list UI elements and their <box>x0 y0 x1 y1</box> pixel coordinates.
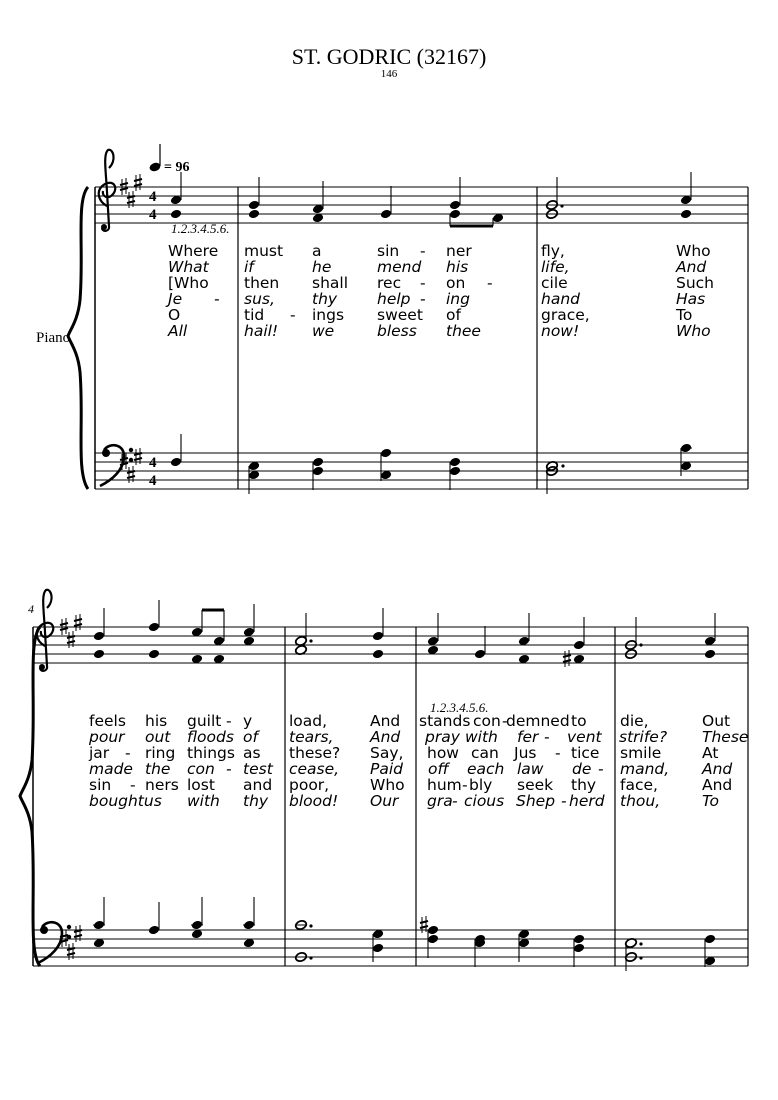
lyric: to <box>571 712 587 730</box>
lyric: Out <box>702 712 731 730</box>
lyric: now! <box>541 322 580 340</box>
lyric: his <box>145 712 168 730</box>
lyric: with <box>187 792 220 810</box>
lyric: stands <box>419 712 471 730</box>
lyric: gra <box>427 792 453 810</box>
lyric: thy <box>243 792 269 810</box>
bass-notes-2 <box>93 897 716 971</box>
lyric: - <box>487 274 493 292</box>
lyric: Has <box>676 290 706 308</box>
lyric: Our <box>370 792 399 810</box>
lyric: - <box>452 792 458 810</box>
lyric: feels <box>89 712 126 730</box>
lyric: the <box>145 760 171 778</box>
lyric: test <box>243 760 273 778</box>
lyric: Who <box>676 242 711 260</box>
svg-text:4: 4 <box>149 455 157 471</box>
time-signature-treble <box>149 189 157 223</box>
lyric: thy <box>571 776 597 794</box>
verse-numbers-1: 1.2.3.4.5.6. <box>171 221 230 236</box>
lyric: - <box>544 728 550 746</box>
lyric: pour <box>89 728 125 746</box>
lyric: To <box>702 792 720 810</box>
lyric: lost <box>187 776 215 794</box>
treble-clef-icon <box>99 150 116 231</box>
bass-staff-2 <box>33 930 748 966</box>
lyric: Jus <box>514 744 537 762</box>
lyric: All <box>168 322 188 340</box>
lyric: thy <box>312 290 338 308</box>
lyric: smile <box>620 744 662 762</box>
lyric: Who <box>676 322 711 340</box>
lyric: y <box>243 712 253 730</box>
lyric: ing <box>446 290 470 308</box>
lyric: cious <box>464 792 505 810</box>
verse-6-line <box>167 322 711 340</box>
lyric: with <box>465 728 498 746</box>
lyric: O <box>168 306 181 324</box>
lyric: - <box>125 744 131 762</box>
lyric: help <box>377 290 411 308</box>
lyrics-system-1 <box>165 242 714 340</box>
lyric: Where <box>168 242 219 260</box>
lyric: con <box>187 760 215 778</box>
lyric: vent <box>567 728 602 746</box>
lyric: - <box>226 712 232 730</box>
lyric: strife? <box>619 728 668 746</box>
lyric: Je <box>168 290 183 308</box>
lyric: these? <box>289 744 341 762</box>
lyric: - <box>555 744 561 762</box>
lyric: - <box>502 712 508 730</box>
lyric: on <box>446 274 466 292</box>
verse-numbers-2: 1.2.3.4.5.6. <box>430 700 489 715</box>
lyric: - <box>420 242 426 260</box>
lyric: as <box>243 744 261 762</box>
lyric: cile <box>541 274 568 292</box>
lyric: off <box>428 760 449 778</box>
treble-notes-2 <box>93 600 716 667</box>
lyric: Shep <box>516 792 556 810</box>
verse-6-line <box>89 792 719 810</box>
lyric: sin <box>89 776 112 794</box>
lyric: Paid <box>370 760 403 778</box>
instrument-label: Piano <box>36 330 71 346</box>
lyric: sin <box>377 242 400 260</box>
lyric: - <box>420 274 426 292</box>
lyric: of <box>243 728 258 746</box>
lyric: hum <box>427 776 462 794</box>
lyric: - <box>420 290 426 308</box>
lyric: each <box>467 760 505 778</box>
bass-staff-1 <box>95 453 748 489</box>
lyric: we <box>312 322 335 340</box>
bass-notes-1 <box>170 434 692 494</box>
lyric: rec <box>377 274 402 292</box>
lyric: poor, <box>289 776 330 794</box>
lyric: his <box>446 258 469 276</box>
svg-text:4: 4 <box>149 189 157 205</box>
lyric: boughtus <box>89 792 162 810</box>
lyric: These <box>702 728 749 746</box>
lyric: die, <box>620 712 649 730</box>
lyric: At <box>702 744 719 762</box>
lyric: ings <box>312 306 345 324</box>
tempo-bpm: = 96 <box>164 160 190 175</box>
lyric: And <box>370 728 401 746</box>
lyric: cease, <box>289 760 340 778</box>
lyric: And <box>702 760 733 778</box>
lyric: how <box>427 744 459 762</box>
lyric: life, <box>541 258 570 276</box>
lyric: demned <box>506 712 570 730</box>
lyric: blood! <box>289 792 339 810</box>
system-2 <box>20 590 748 971</box>
system-brace-2 <box>20 627 40 966</box>
lyric: - <box>598 760 604 778</box>
lyric: - <box>561 792 567 810</box>
lyric: seek <box>517 776 554 794</box>
lyric: made <box>89 760 133 778</box>
lyric: tice <box>571 744 600 762</box>
lyric: de <box>572 760 592 778</box>
lyric: law <box>517 760 544 778</box>
lyric: bly <box>469 776 493 794</box>
lyric: Who <box>370 776 405 794</box>
lyric: if <box>244 258 254 276</box>
lyric: What <box>168 258 209 276</box>
lyric: face, <box>620 776 658 794</box>
lyric: mand, <box>620 760 670 778</box>
lyric: hail! <box>244 322 279 340</box>
lyric: - <box>214 290 220 308</box>
score-subtitle: 146 <box>380 68 398 80</box>
score-title: ST. GODRIC (32167) <box>291 44 487 69</box>
lyric: herd <box>569 792 605 810</box>
lyric: and <box>243 776 273 794</box>
lyric: ring <box>145 744 176 762</box>
lyric: ners <box>145 776 179 794</box>
lyric: things <box>187 744 235 762</box>
tempo-marking <box>148 144 189 175</box>
lyric: tid <box>244 306 265 324</box>
treble-staff-1 <box>95 187 748 223</box>
lyric: sus, <box>244 290 275 308</box>
system-brace <box>68 187 88 489</box>
lyric: grace, <box>541 306 590 324</box>
lyric: bless <box>377 322 417 340</box>
lyric: Such <box>676 274 715 292</box>
lyric: - <box>290 306 296 324</box>
lyric: then <box>244 274 280 292</box>
lyric: floods <box>187 728 234 746</box>
lyrics-system-2 <box>88 712 748 810</box>
lyric: sweet <box>377 306 423 324</box>
lyric: - <box>130 776 136 794</box>
lyric: can <box>471 744 499 762</box>
measure-number-4: 4 <box>28 602 34 616</box>
lyric: And <box>676 258 707 276</box>
lyric: guilt <box>187 712 222 730</box>
lyric: out <box>145 728 171 746</box>
svg-text:4: 4 <box>149 207 157 223</box>
lyric: con <box>473 712 501 730</box>
lyric: shall <box>312 274 349 292</box>
lyric: hand <box>541 290 580 308</box>
lyric: tears, <box>289 728 334 746</box>
lyric: [Who <box>168 274 209 292</box>
lyric: ner <box>446 242 472 260</box>
lyric: - <box>226 760 232 778</box>
lyric: a <box>312 242 322 260</box>
lyric: thou, <box>620 792 661 810</box>
key-signature-treble-1 <box>120 174 142 208</box>
time-signature-bass <box>149 455 157 489</box>
lyric: mend <box>377 258 422 276</box>
treble-notes-1 <box>170 172 692 226</box>
lyric: he <box>312 258 332 276</box>
lyric: fer <box>517 728 539 746</box>
lyric: To <box>676 306 693 324</box>
svg-text:4: 4 <box>149 473 157 489</box>
lyric: of <box>446 306 461 324</box>
lyric: Say, <box>370 744 404 762</box>
key-signature-treble-2 <box>60 614 82 648</box>
lyric: And <box>370 712 401 730</box>
lyric: jar <box>89 744 110 762</box>
lyric: pray <box>425 728 460 746</box>
lyric: - <box>462 776 468 794</box>
lyric: fly, <box>541 242 565 260</box>
lyric: load, <box>289 712 328 730</box>
lyric: must <box>244 242 284 260</box>
lyric: And <box>702 776 733 794</box>
system-1 <box>36 150 748 494</box>
lyric: thee <box>446 322 481 340</box>
